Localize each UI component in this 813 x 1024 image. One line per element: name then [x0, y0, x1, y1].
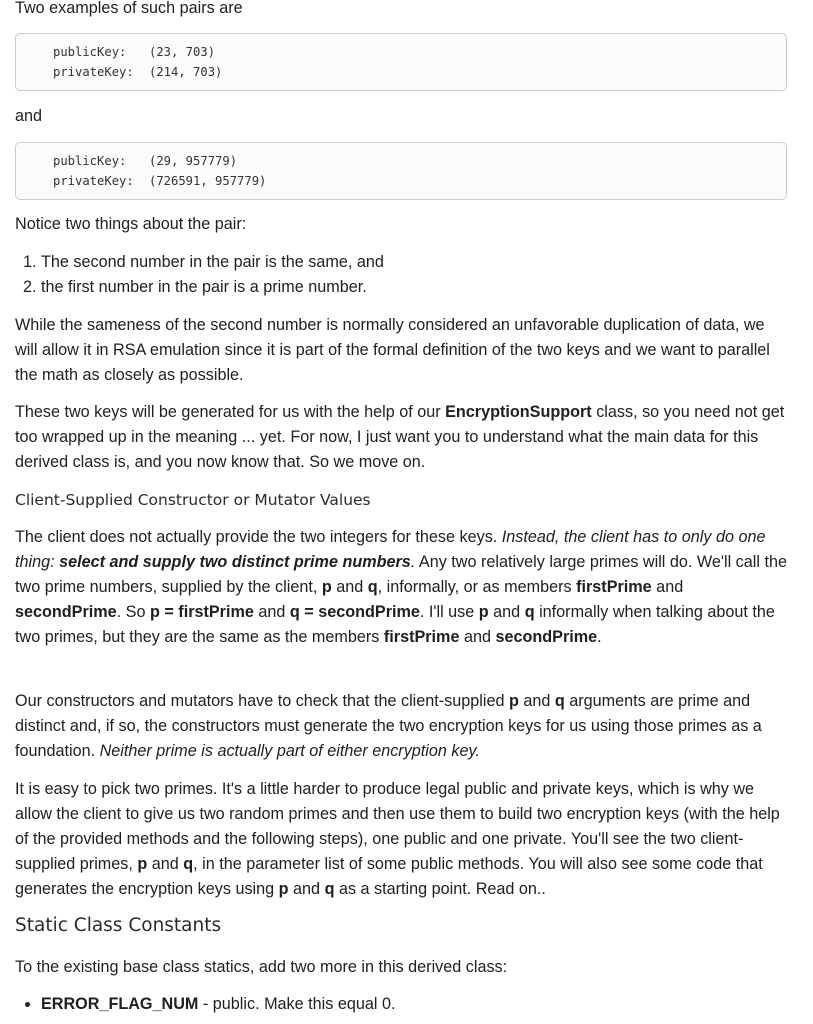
code-block-example-2	[15, 142, 787, 200]
text-run: and	[147, 855, 184, 873]
bold-italic-run: select and supply two distinct prime numbers	[59, 553, 411, 571]
text-run: .	[597, 628, 602, 646]
italic-run: Neither prime is actually part of either encryption key.	[99, 742, 480, 760]
code-line-private	[53, 65, 222, 79]
code-key-label: privateKey:	[53, 65, 134, 79]
text-run: and	[459, 628, 496, 646]
bold-run: q = secondPrime	[289, 603, 420, 621]
text-run: These two keys will be generated for us with the help of our	[15, 403, 446, 421]
section-heading-static: Static Class Constants	[15, 915, 222, 936]
code-key-value: (214, 703)	[149, 65, 223, 79]
bold-run: q	[367, 578, 378, 596]
list-item	[41, 992, 789, 1017]
bold-run: p	[508, 692, 519, 710]
italic-run: .	[410, 553, 416, 571]
text-run: Our constructors and mutators have to check that the client-supplied	[15, 692, 509, 710]
bold-run: secondPrime	[15, 603, 117, 621]
bold-run: q	[324, 880, 335, 898]
bold-run: p	[321, 578, 332, 596]
bold-run: firstPrime	[576, 578, 652, 596]
list-item: 1. The second number in the pair is the same, and	[41, 250, 789, 275]
code-key-label: privateKey:	[53, 174, 134, 188]
and-text: and	[15, 107, 43, 125]
text-run: arguments are prime and distinct and, if so, the constructors must generate the two encryption keys for us using those primes as a foundation.	[15, 692, 762, 760]
code-key-label: publicKey:	[53, 154, 127, 168]
bold-run: q	[554, 692, 565, 710]
constant-name: ERROR_FLAG_NUM	[41, 995, 199, 1013]
text-run: as a starting point. Read on..	[334, 880, 546, 898]
code-line-public	[53, 154, 237, 168]
bold-run: p = firstPrime	[149, 603, 254, 621]
bold-run: secondPrime	[495, 628, 598, 646]
bold-run: p	[478, 603, 489, 621]
text-run: and	[288, 880, 325, 898]
code-key-value: (23, 703)	[149, 45, 216, 59]
class-name-emphasis: EncryptionSupport	[445, 403, 592, 421]
text-run: . I'll use	[419, 603, 479, 621]
notice-text: Notice two things about the pair:	[15, 215, 247, 233]
numbered-list	[15, 250, 789, 300]
list-item: 2. the first number in the pair is a prime number.	[41, 275, 789, 300]
text-run: It is easy to pick two primes. It's a little harder to produce legal public and private keys, which is why we allow the client to give us two random primes and then use them to build two encryption keys (with the help of the provided methods and the following steps), one public and one private. You'll see the two client-supplied primes,	[15, 780, 780, 873]
bold-run: q	[524, 603, 535, 621]
text-run: and	[488, 603, 525, 621]
text-run: . So	[116, 603, 150, 621]
code-line-public	[53, 45, 215, 59]
paragraph-client	[15, 525, 789, 650]
text-run: , in the parameter list of some public methods. You will also see some code that generates the encryption keys using	[15, 855, 763, 898]
bold-run: firstPrime	[383, 628, 460, 646]
section-heading-client: Client-Supplied Constructor or Mutator Values	[15, 491, 371, 509]
bullet-list	[15, 992, 789, 1017]
bold-run: p	[137, 855, 148, 873]
italic-run: Instead, the client has to only do one thing:	[15, 528, 766, 571]
text-run: and	[253, 603, 290, 621]
text-run: , informally, or as members	[377, 578, 577, 596]
paragraph-constructors	[15, 689, 789, 764]
text-run: The client does not actually provide the two integers for these keys.	[15, 528, 502, 546]
paragraph-easy	[15, 777, 789, 902]
text-run: and	[331, 578, 368, 596]
code-block-example-1	[15, 33, 787, 91]
paragraph-sameness: While the sameness of the second number is normally considered an unfavorable duplication of data, we will allow it in RSA emulation since it is part of the formal definition of the two keys and we want to parallel the math as closely as possible.	[15, 316, 770, 384]
paragraph-static: To the existing base class statics, add two more in this derived class:	[15, 958, 508, 976]
text-run: Any two relatively large primes will do. We'll call the two prime numbers, supplied by the client,	[15, 553, 787, 596]
paragraph-keys	[15, 400, 789, 475]
text-run: and	[651, 578, 684, 596]
code-key-value: (29, 957779)	[149, 154, 238, 168]
text-run: and	[518, 692, 555, 710]
code-key-value: (726591, 957779)	[149, 174, 267, 188]
code-key-label: publicKey:	[53, 45, 127, 59]
text-run: informally when talking about the two primes, but they are the same as the members	[15, 603, 775, 646]
text-run: class, so you need not get too wrapped up in the meaning ... yet. For now, I just want you to understand what the main data for this derived class is, and you now know that. So we move on.	[15, 403, 785, 471]
bold-run: p	[278, 880, 289, 898]
text-run: - public. Make this equal 0.	[198, 995, 396, 1013]
intro-text: Two examples of such pairs are	[15, 0, 243, 17]
bold-run: q	[183, 855, 194, 873]
code-line-private	[53, 174, 266, 188]
